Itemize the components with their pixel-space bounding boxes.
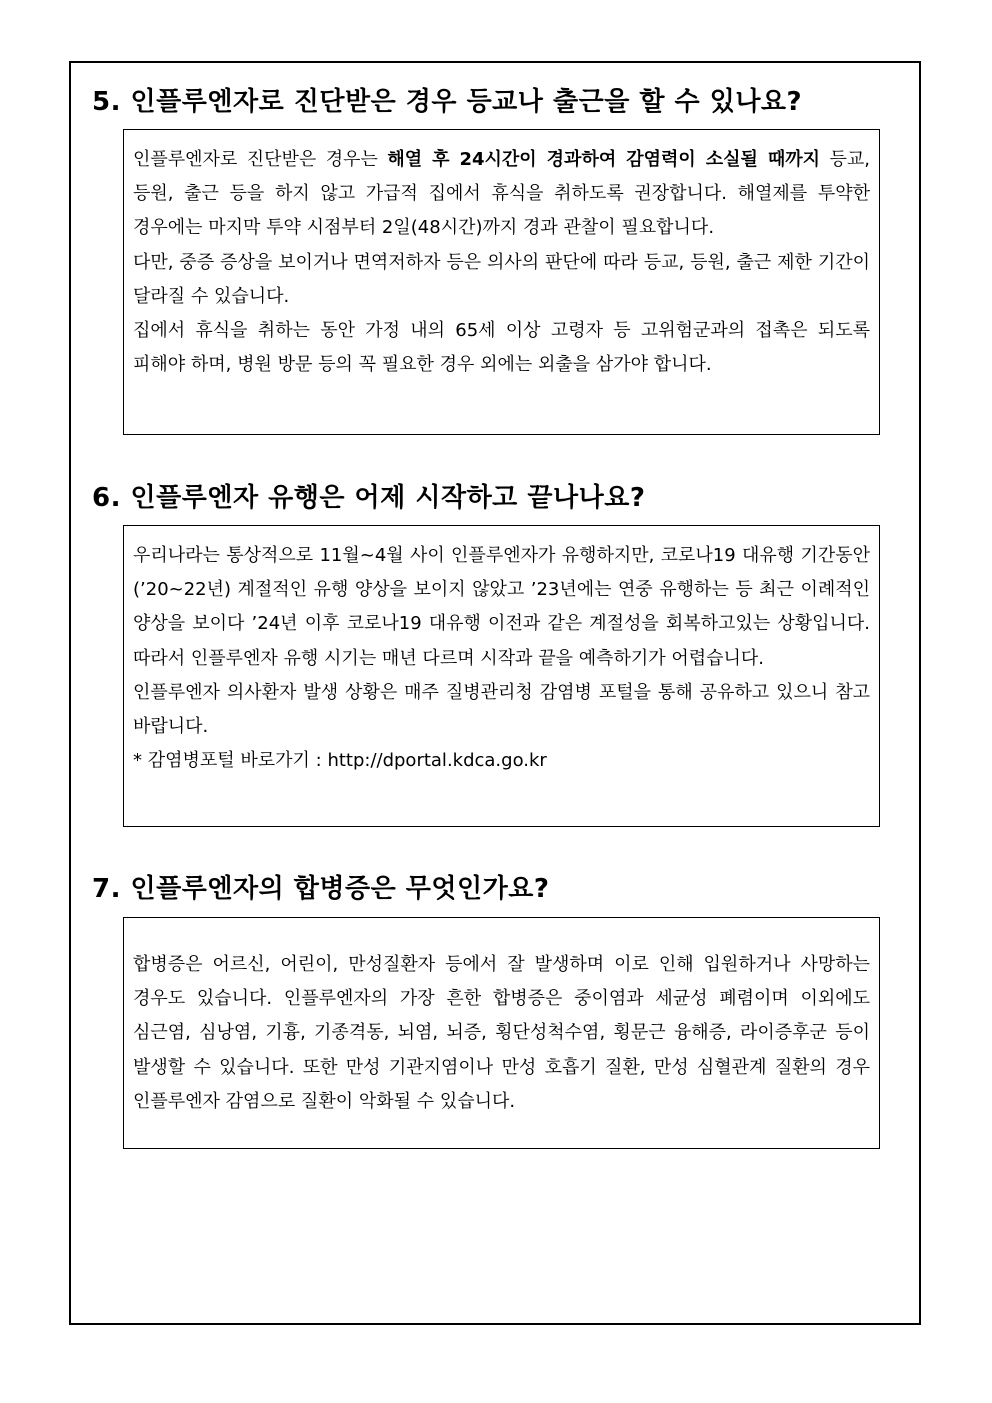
- section-6-paragraph-1: 우리나라는 통상적으로 11월~4월 사이 인플루엔자가 유행하지만, 코로나19 대유행 기간동안(’20~22년) 계절적인 유행 양상을 보이지 않았고 ’23년에는 연중 유행하는 등 최근 이례적인 양상을 보이다 ’24년 이후 코로나19 대유행 이전과 같은 계절성을 회복하고있는 상황입니다. 따라서 인플루엔자 유행 시기는 매년 다르며 시작과 끝을 예측하기가 어렵습니다.: [133, 545, 870, 669]
- section-6-title: 6. 인플루엔자 유행은 어제 시작하고 끝나나요?: [92, 483, 646, 513]
- section-5-paragraph-1: [133, 143, 870, 246]
- section-7-paragraph-1: 합병증은 어르신, 어린이, 만성질환자 등에서 잘 발생하며 이로 인해 입원하거나 사망하는 경우도 있습니다. 인플루엔자의 가장 흔한 합병증은 중이염과 세균성 폐렴이며 이외에도 심근염, 심낭염, 기흉, 기종격동, 뇌염, 뇌증, 횡단성척수염, 횡문근 융해증, 라이증후군 등이 발생할 수 있습니다. 또한 만성 기관지염이나 만성 호흡기 질환, 만성 심혈관계 질환의 경우 인플루엔자 감염으로 질환이 악화될 수 있습니다.: [133, 954, 870, 1112]
- section-5-paragraph-3: 집에서 휴식을 취하는 동안 가정 내의 65세 이상 고령자 등 고위험군과의 접촉은 되도록 피해야 하며, 병원 방문 등의 꼭 필요한 경우 외에는 외출을 삼가야 합니다.: [133, 320, 870, 376]
- section-5-title: 5. 인플루엔자로 진단받은 경우 등교나 출근을 할 수 있나요?: [92, 87, 803, 117]
- section-5-answer-box: [123, 129, 880, 435]
- section-7-answer-box: [123, 917, 880, 1149]
- section-6-answer-box: [123, 525, 880, 827]
- section-5-paragraph-1-lead: 인플루엔자로 진단받은 경우는: [133, 149, 388, 170]
- section-6-paragraph-2: 인플루엔자 의사환자 발생 상황은 매주 질병관리청 감염병 포털을 통해 공유하고 있으니 참고 바랍니다.: [133, 681, 870, 738]
- section-5-paragraph-1-tail: 등교, 등원, 출근 등을 하지 않고 가급적 집에서 휴식을 취하도록 권장합니다. 해열제를 투약한 경우에는 마지막 투약 시점부터 2일(48시간)까지 경과 관찰이 필요합니다.: [133, 149, 870, 239]
- section-7-title: 7. 인플루엔자의 합병증은 무엇인가요?: [92, 874, 550, 904]
- portal-link-note: * 감염병포털 바로가기 : http://dportal.kdca.go.kr: [133, 750, 547, 772]
- section-5-paragraph-2: 다만, 중증 증상을 보이거나 면역저하자 등은 의사의 판단에 따라 등교, 등원, 출근 제한 기간이 달라질 수 있습니다.: [133, 251, 870, 307]
- section-5-emphasis: 해열 후 24시간이 경과하여 감염력이 소실될 때까지: [387, 149, 821, 170]
